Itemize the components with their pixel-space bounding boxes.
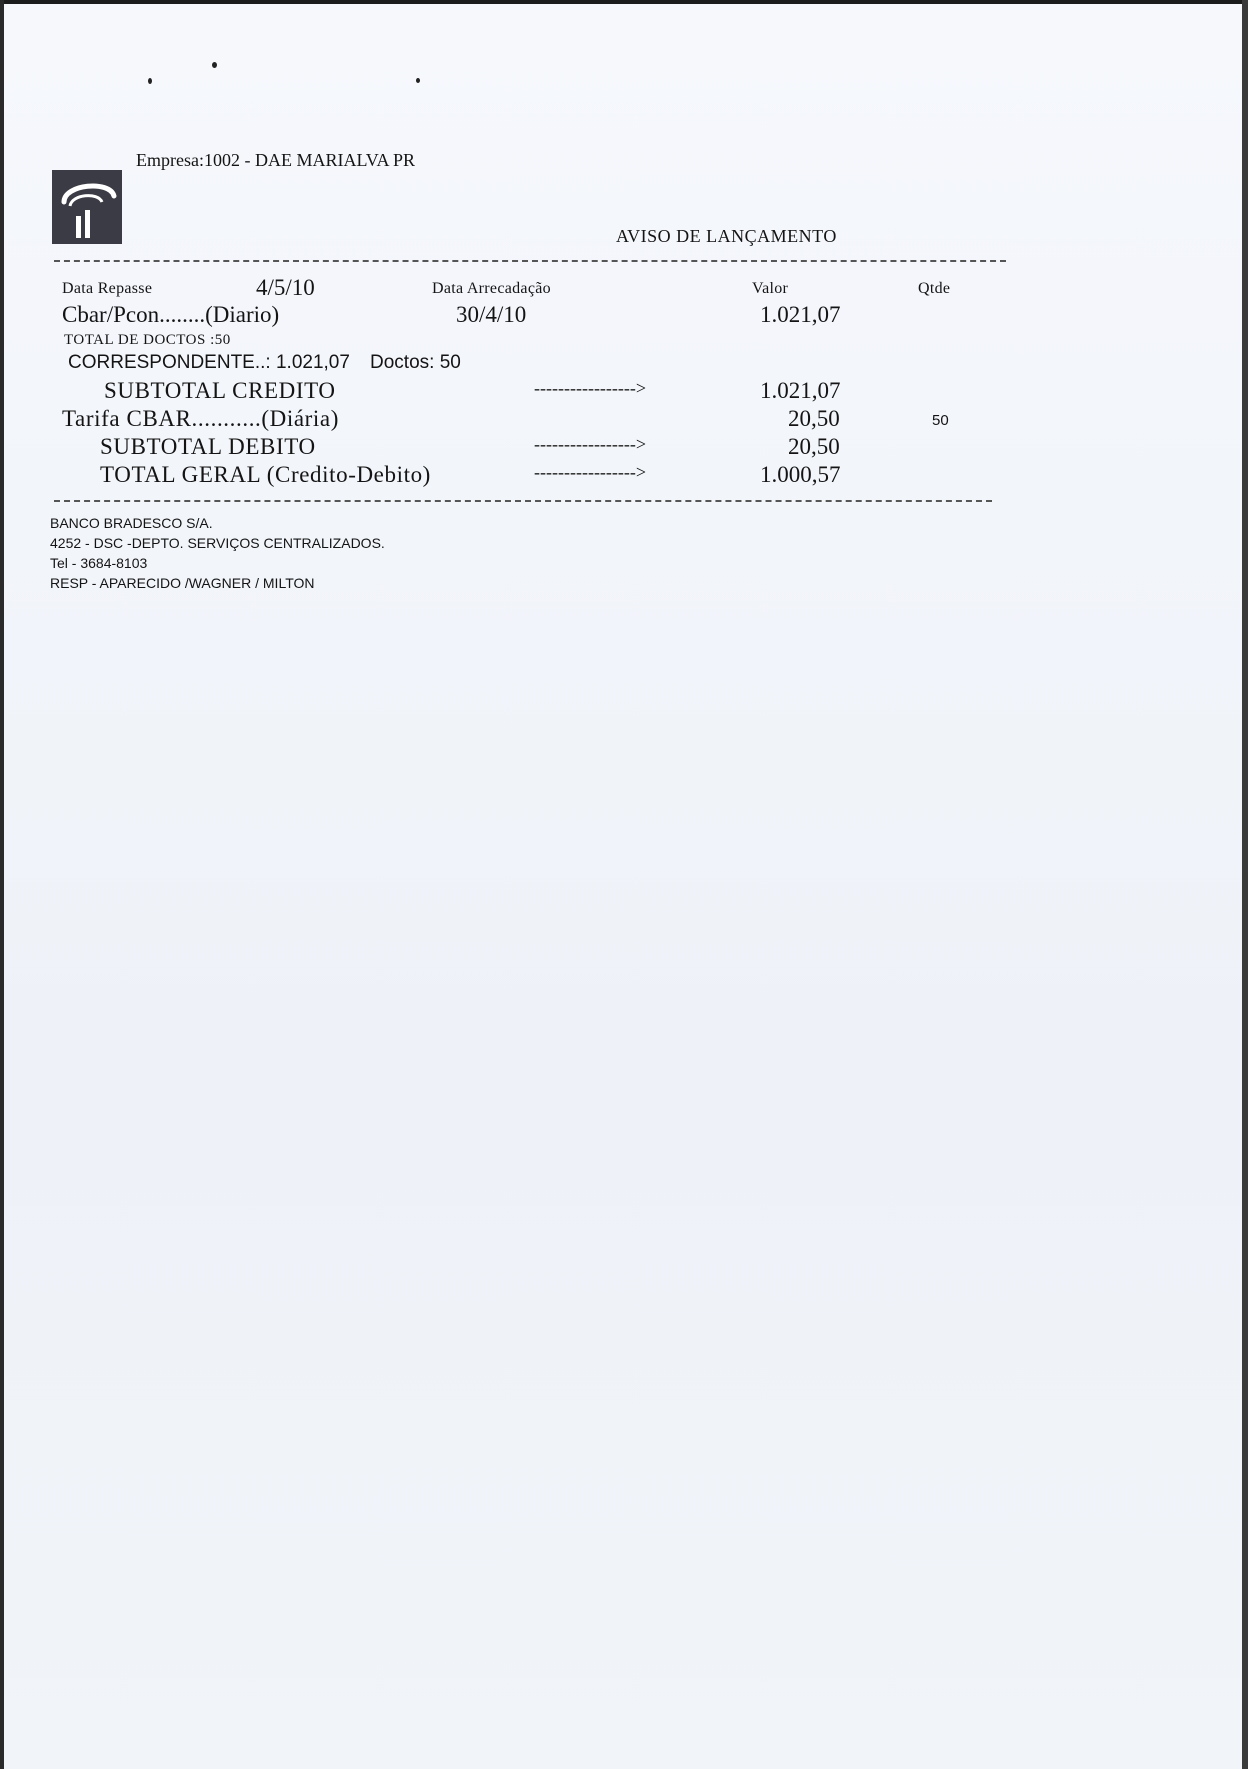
subtotal-credito-value: 1.021,07 bbox=[760, 378, 841, 403]
entry-date: 30/4/10 bbox=[456, 302, 527, 327]
company-name: Empresa:1002 - DAE MARIALVA PR bbox=[136, 150, 416, 170]
subtotal-credito-label: SUBTOTAL CREDITO bbox=[104, 378, 336, 403]
subtotal-debito-arrow: -----------------> bbox=[534, 434, 647, 454]
scan-border-top bbox=[0, 0, 1248, 4]
entry-value: 1.021,07 bbox=[760, 302, 841, 327]
footer-phone: Tel - 3684-8103 bbox=[50, 555, 148, 571]
subtotal-credito-arrow: -----------------> bbox=[534, 378, 647, 398]
footer-responsible: RESP - APARECIDO /WAGNER / MILTON bbox=[50, 575, 315, 591]
total-geral-arrow: -----------------> bbox=[534, 462, 647, 482]
notice-title: AVISO DE LANÇAMENTO bbox=[616, 226, 837, 246]
tarifa-value: 20,50 bbox=[788, 406, 840, 431]
total-docs: TOTAL DE DOCTOS :50 bbox=[64, 332, 231, 348]
divider-bottom bbox=[54, 500, 992, 502]
data-arrecadacao-label: Data Arrecadação bbox=[432, 280, 551, 297]
total-geral-label: TOTAL GERAL (Credito-Debito) bbox=[100, 462, 431, 487]
scan-border-right bbox=[1242, 0, 1248, 1769]
footer-dept: 4252 - DSC -DEPTO. SERVIÇOS CENTRALIZADOS. bbox=[50, 535, 385, 551]
subtotal-debito-label: SUBTOTAL DEBITO bbox=[100, 434, 316, 459]
scan-border-left bbox=[0, 0, 4, 1769]
data-repasse-label: Data Repasse bbox=[62, 280, 153, 297]
tarifa-label: Tarifa CBAR...........(Diária) bbox=[62, 406, 339, 431]
divider-top bbox=[54, 260, 1006, 262]
total-geral-value: 1.000,57 bbox=[760, 462, 841, 487]
bank-logo bbox=[52, 170, 122, 244]
footer-bank: BANCO BRADESCO S/A. bbox=[50, 515, 213, 531]
tarifa-qtde: 50 bbox=[932, 412, 949, 429]
correspondente-doctos: Doctos: 50 bbox=[370, 352, 461, 373]
subtotal-debito-value: 20,50 bbox=[788, 434, 840, 459]
scan-speck bbox=[416, 78, 420, 83]
data-repasse-value: 4/5/10 bbox=[256, 275, 315, 300]
qtde-label: Qtde bbox=[918, 280, 951, 297]
entry-label: Cbar/Pcon........(Diario) bbox=[62, 302, 280, 327]
correspondente-label: CORRESPONDENTE..: 1.021,07 bbox=[68, 352, 350, 373]
scan-speck bbox=[148, 78, 152, 84]
scan-speck bbox=[212, 62, 217, 68]
valor-label: Valor bbox=[752, 280, 789, 297]
bank-logo-icon bbox=[52, 170, 122, 244]
